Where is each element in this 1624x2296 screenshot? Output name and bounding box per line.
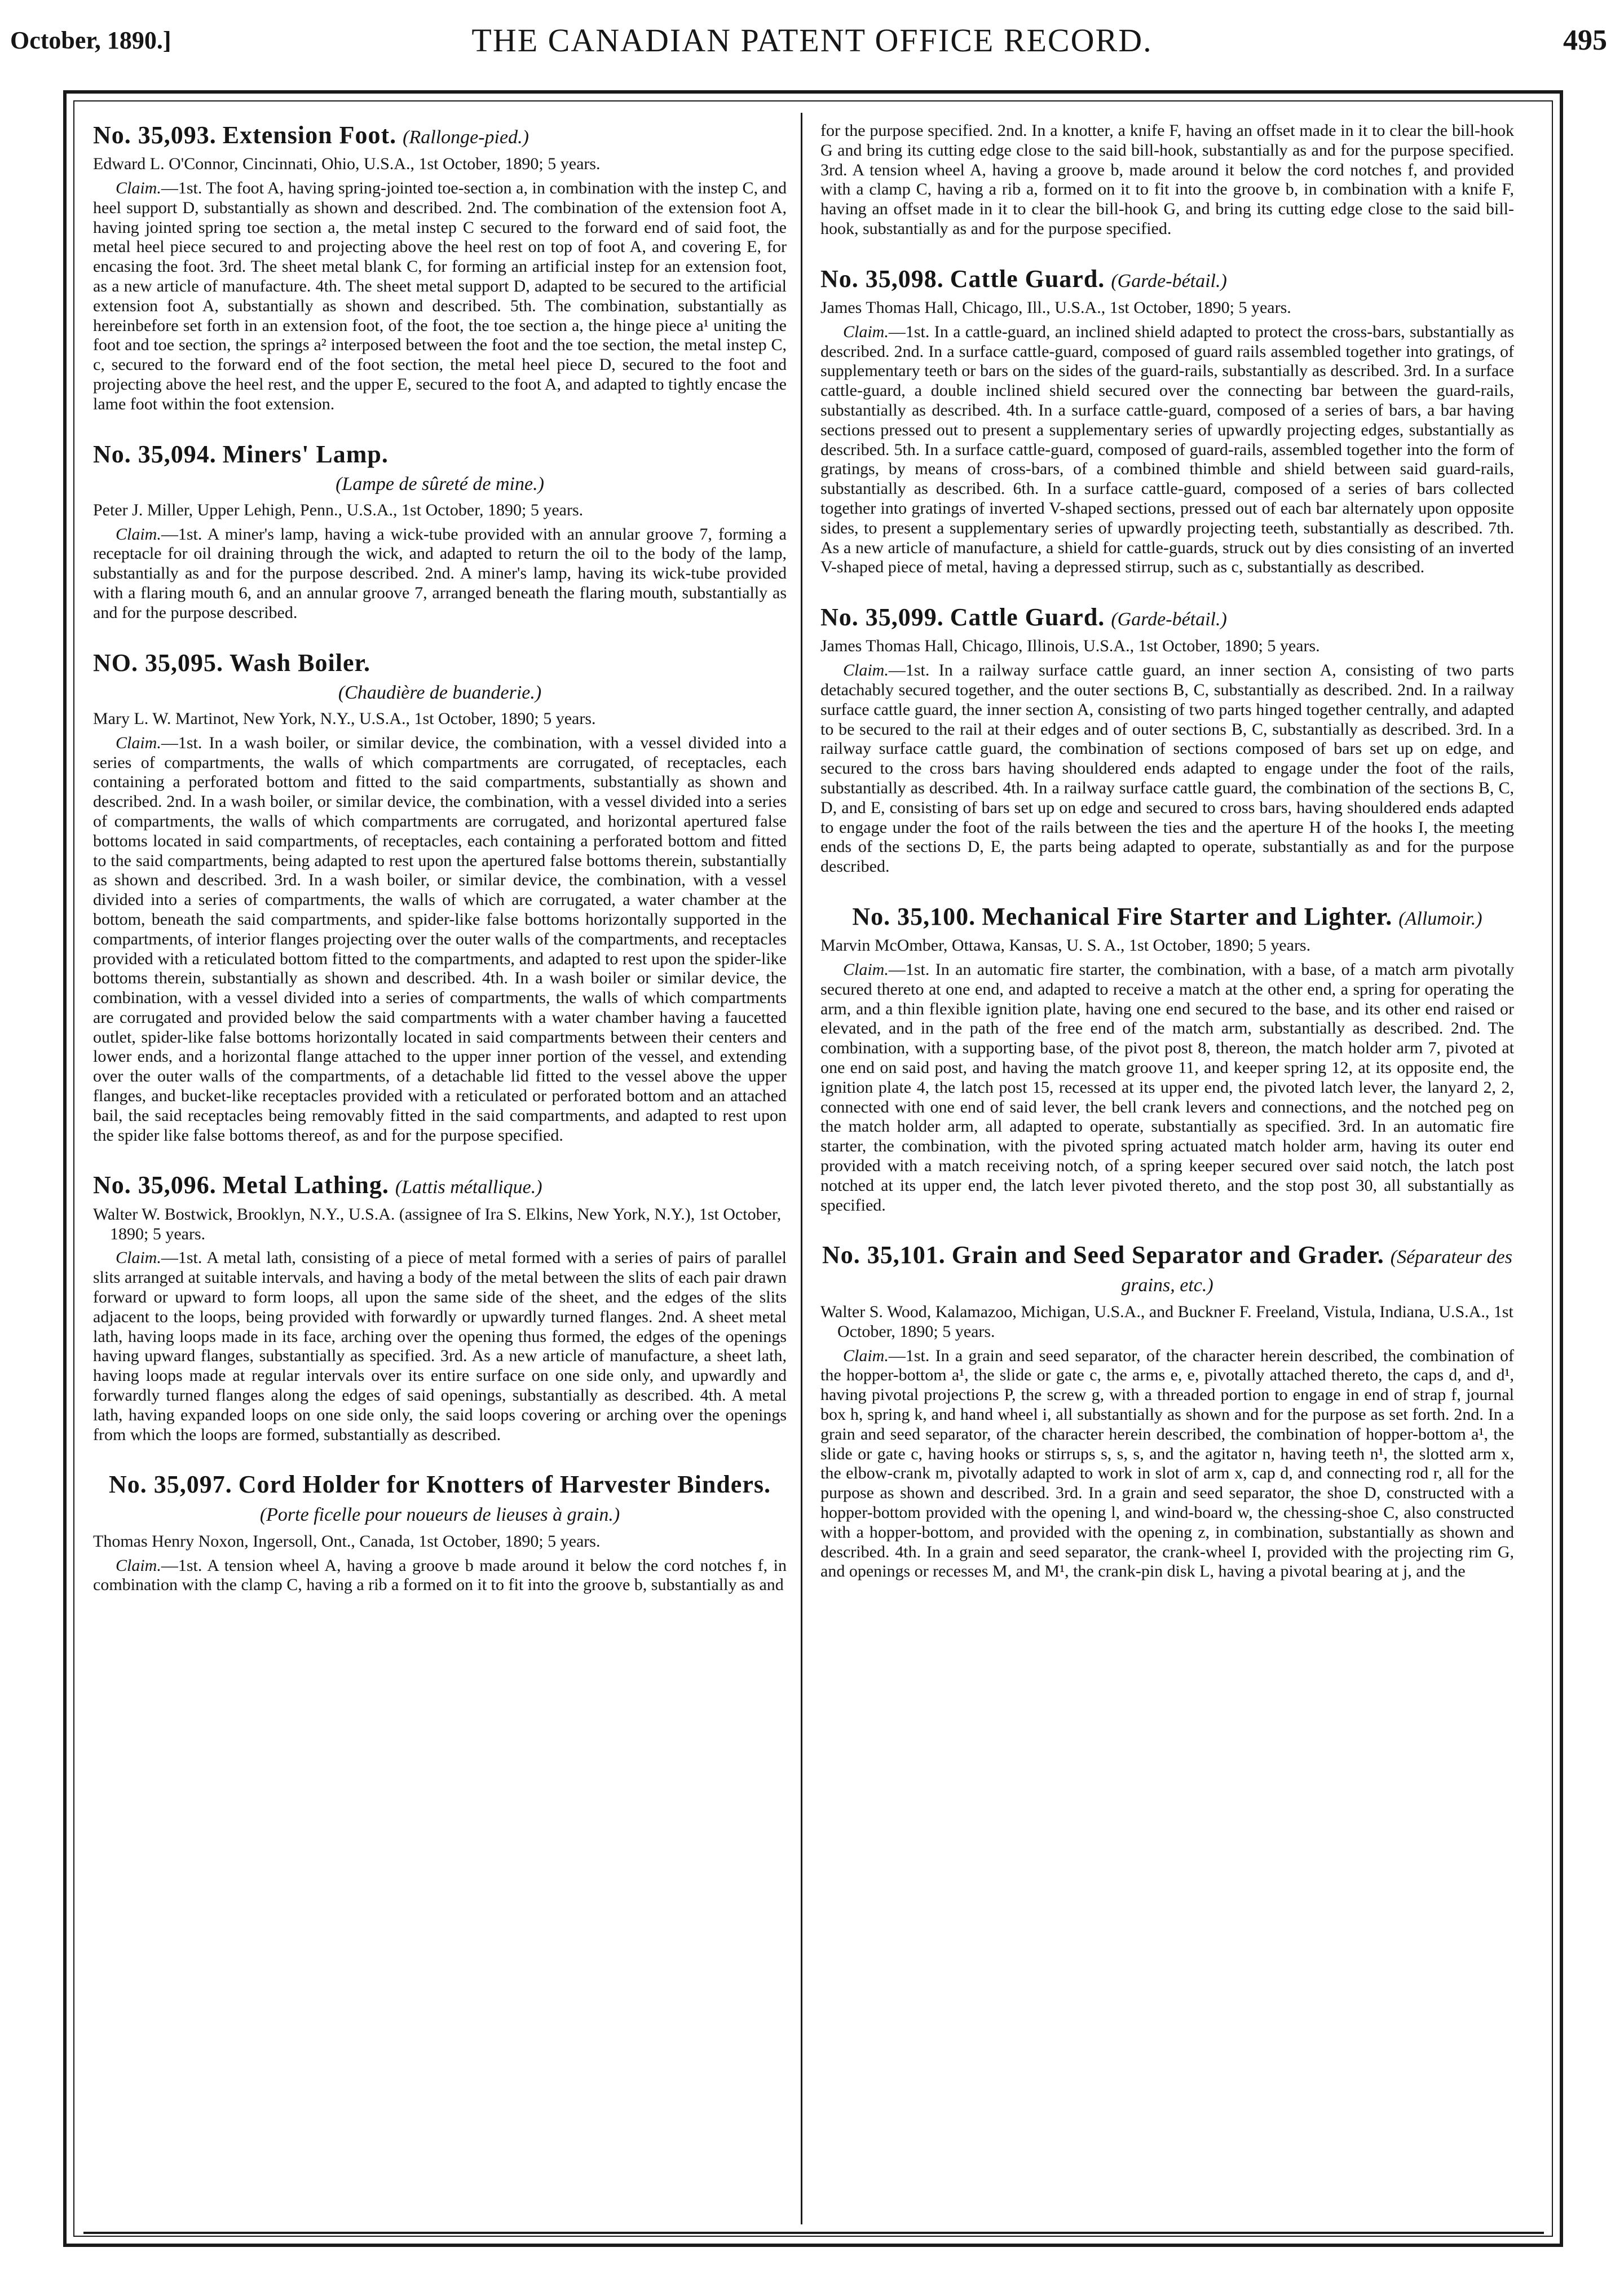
patent-french-title: (Chaudière de buanderie.) — [338, 682, 542, 703]
patent-number: No. 35,093. — [93, 121, 217, 149]
claim-label: Claim. — [843, 661, 889, 680]
patent-number: No. 35,097. — [109, 1471, 232, 1499]
patent-entry — [820, 603, 1514, 877]
patent-number: No. 35,099. — [820, 603, 944, 632]
patent-entry — [93, 649, 787, 1146]
claim-text: —1st. The foot A, having spring-jointed toe-section a, in combination with the instep C, and heel support D, substantially as shown and described. 2nd. The combination of the extension foot A, having jointed spring toe section a, the metal instep C secured to the forward end of said foot, the metal heel piece secured to and projecting above the heel rest on top of foot A, and covering E, for encasing the foot. 3rd. The sheet metal blank C, for forming an artificial instep for an extension foot, as a new article of manufacture. 4th. The sheet metal support D, adapted to be secured to the artificial extension foot A, substantially as shown and described. 5th. The combination, substantially as hereinbefore set forth in an extension foot, of the foot, the toe section a, the hinge piece a¹ uniting the foot and toe section, the springs a² interposed between the foot and the toe section, the metal instep C, c, secured to the forward end of the foot section, the metal heel piece D, secured to the foot and projecting above the heel rest, and the upper E, secured to the foot A, and adapted to tightly encase the lame foot within the foot extension. — [93, 179, 787, 413]
patent-heading — [820, 903, 1514, 930]
patent-entry — [93, 121, 787, 414]
claim-text: —1st. In a wash boiler, or similar device, the combination, with a vessel divided into a series of compartments, the walls of which compartments are corrugated, of receptacles, each containing a perforated bottom and fitted to the said compartments, substantially as shown and described. 2nd. In a wash boiler, or similar device, the combination, with a vessel divided into a series of compartments, the walls of which compartments are corrugated, and horizontal apertured false bottoms located in said compartments, of receptacles, each containing a perforated bottom and fitted to the said compartments, being adapted to rest upon the apertured false bottoms therein, substantially as shown and described. 3rd. In a wash boiler, or similar device, the combination, with a vessel divided into a series of compartments, the walls of which are corrugated, a water chamber at the bottom, beneath the said compartments, and spider-like false bottoms horizontally supported in the compartments, of interior flanges projecting over the outer walls of the compartments, and receptacles provided with a reticulated bottom fitted to the compartments, and adapted to rest upon the spider-like bottoms therein, substantially as shown and described. 4th. In a wash boiler or similar device, the combination, with a vessel divided into a series of compartments, the walls of which compartments are corrugated and provided below the said compartments with a water chamber having a faucetted outlet, spider-like false bottoms horizontally located in said compartments between their centers and lower ends, and a horizontal flange attached to the upper inner portion of the vessel, and extending over the outer walls of the compartments, of a detachable lid fitted to the vessel above the upper flanges, and bucket-like receptacles provided with a reticulated or perforated bottom and an attached bail, the said receptacles being removably fitted in the said compartments, and adapted to rest upon the spider like false bottoms thereof, as and for the purpose specified. — [93, 733, 787, 1145]
patent-entry — [820, 1241, 1514, 1582]
patent-number: No. 35,101. — [822, 1241, 946, 1269]
continued-claims: for the purpose specified. 2nd. In a knotter, a knife F, having an offset made in it to clear the bill-hook G and bring its cutting edge close to the said bill-hook, substantially as and for the purpose specified. 3rd. A tension wheel A, having a groove b, made around it below the cord notches f, and provided with a clamp C, having a rib a, formed on it to fit into the groove b, in combination with a knife F, having an offset made in it to clear the bill-hook G, and bring its cutting edge close to the said bill-hook, substantially as and for the purpose specified. — [820, 121, 1514, 238]
patent-heading — [93, 649, 787, 677]
right-column — [820, 121, 1514, 2230]
patent-heading — [820, 1241, 1514, 1297]
patent-french-title: (Porte ficelle pour noueurs de lieuses à grain.) — [259, 1504, 620, 1525]
patent-inventor: James Thomas Hall, Chicago, Ill., U.S.A., 1st October, 1890; 5 years. — [820, 298, 1291, 317]
patent-french-title: (Garde-bétail.) — [1111, 270, 1227, 292]
patent-title: Wash Boiler. — [230, 648, 370, 677]
patent-heading — [820, 265, 1514, 293]
page-number: 495 — [1563, 24, 1607, 56]
issue-date: October, 1890.] — [10, 27, 171, 54]
patent-inventor: James Thomas Hall, Chicago, Illinois, U.S.A., 1st October, 1890; 5 years. — [820, 637, 1320, 656]
claim-label: Claim. — [116, 733, 161, 752]
claim-label: Claim. — [116, 1248, 161, 1268]
patent-title: Metal Lathing. — [222, 1171, 389, 1199]
patent-title: Extension Foot. — [222, 121, 397, 149]
claim-label: Claim. — [843, 322, 889, 341]
claim-text: —1st. In a railway surface cattle guard, an inner section A, consisting of two parts detachably secured together, and the outer sections B, C, substantially as described. 2nd. In a railway surface cattle guard, the inner section A, consisting of two parts hinged together centrally, and adapted to be secured to the rail at their edges and of outer sections B, C, substantially as described. 3rd. In a railway surface cattle guard, the combination of sections composed of bars set up on edge, and secured to the cross bars having shouldered ends adapted to engage under the foot of the rails, substantially as described. 4th. In a railway surface cattle guard, the combination of the sections B, C, D, and E, consisting of bars set up on edge and secured to cross bars, having shouldered ends adapted to engage under the foot of the rails between the ties and the aperture H of the hooks I, the meeting ends of the sections D, E, the parts being adapted to operate, substantially as and for the purpose described. — [820, 661, 1514, 876]
patent-french-title: (Allumoir.) — [1398, 908, 1482, 930]
claim-text: —1st. A miner's lamp, having a wick-tube provided with an annular groove 7, forming a receptacle for oil draining through the wick, and adapted to return the oil to the body of the lamp, substantially as and for the purpose described. 2nd. A miner's lamp, having its wick-tube provided with a flaring mouth 6, and an annular groove 7, arranged beneath the flaring mouth, substantially as and for the purpose described. — [93, 524, 787, 622]
patent-title: Miners' Lamp. — [222, 440, 389, 468]
patent-entry — [93, 440, 787, 623]
patent-heading — [820, 603, 1514, 631]
patent-inventor: Walter W. Bostwick, Brooklyn, N.Y., U.S.A. (assignee of Ira S. Elkins, New York, N.Y.), 1st October, 1890; 5 years. — [93, 1204, 782, 1243]
patent-inventor: Marvin McOmber, Ottawa, Kansas, U. S. A., 1st October, 1890; 5 years. — [820, 936, 1311, 955]
claim-label: Claim. — [116, 524, 161, 544]
patent-french-title: (Séparateur des grains, etc.) — [1121, 1247, 1512, 1296]
patent-title: Cord Holder for Knotters of Harvester Binders. — [238, 1471, 771, 1499]
patent-title: Cattle Guard. — [950, 264, 1105, 293]
patent-entry — [93, 1171, 787, 1445]
patent-claims — [93, 179, 787, 414]
patent-claims — [820, 1346, 1514, 1582]
patent-heading — [93, 1171, 787, 1199]
patent-entry — [93, 1471, 787, 1595]
publication-title: THE CANADIAN PATENT OFFICE RECORD. — [471, 22, 1153, 59]
patent-inventor: Thomas Henry Noxon, Ingersoll, Ont., Canada, 1st October, 1890; 5 years. — [93, 1531, 601, 1551]
claim-text: —1st. A metal lath, consisting of a piece of metal formed with a series of pairs of parallel slits arranged at suitable intervals, and having a body of the metal between the slits of each pair drawn forward or upward to form loops, all upon the same side of the sheet, and the edges of the slits adjacent to the loops, being provided with forwardly or upwardly turned flanges. 2nd. A sheet metal lath, having loops made in its face, arching over the opening thus formed, the edges of the openings having upward flanges, substantially as specified. 3rd. As a new article of manufacture, a sheet lath, having loops made at regular intervals over its entire surface on one side only, and upwardly and forwardly turned flanges along the edges of said openings, substantially as described. 4th. A metal lath, having expanded loops on one side only, the said loops covering or arching over the openings from which the loops are formed, substantially as described. — [93, 1248, 787, 1444]
patent-inventor: Walter S. Wood, Kalamazoo, Michigan, U.S.A., and Buckner F. Freeland, Vistula, Indiana, U.S.A., 1st October, 1890; 5 years. — [820, 1302, 1513, 1341]
claim-label: Claim. — [116, 179, 161, 198]
patent-entry — [820, 265, 1514, 577]
patent-heading — [93, 121, 787, 149]
claim-text: —1st. In a grain and seed separator, of the character herein described, the combination of the hopper-bottom a¹, the slide or gate c, the arms e, e, pivotally attached thereto, the caps d, and d¹, having pivotal projections P, the screw g, with a threaded portion to engage in end of strap f, journal box h, spring k, and hand wheel i, all substantially as shown and for the purpose as set forth. 2nd. In a grain and seed separator, of the character herein described, the combination of hopper-bottom a¹, the slide or gate c, having hooks or stirrups s, s, s, and the agitator n, having teeth n¹, the slotted arm x, the elbow-crank m, pivotally adapted to work in slot of arm x, cap d, and connecting rod r, all for the purpose as shown and described. 3rd. In a grain and seed separator, the shoe D, constructed with a hopper-bottom provided with the opening l, and wind-board w, the chessing-shoe C, also constructed with a hopper-bottom, and provided with the opening z, in combination, substantially as shown and described. 4th. In a grain and seed separator, the crank-wheel I, provided with the projecting rim G, and openings or recesses M, and M¹, the crank-pin disk L, having a pivotal bearing at j, and the — [820, 1346, 1514, 1581]
claim-label: Claim. — [843, 960, 889, 979]
patent-claims — [93, 525, 787, 623]
patent-inventor: Peter J. Miller, Upper Lehigh, Penn., U.S.A., 1st October, 1890; 5 years. — [93, 500, 584, 519]
bottom-rule — [83, 2232, 1544, 2234]
claim-label: Claim. — [116, 1556, 161, 1575]
patent-french-title: (Rallonge-pied.) — [403, 127, 529, 148]
claim-text: —1st. A tension wheel A, having a groove b made around it below the cord notches f, in combination with the clamp C, having a rib a formed on it to fit into the groove b, substantially as and — [93, 1556, 787, 1595]
patent-inventor: Mary L. W. Martinot, New York, N.Y., U.S.A., 1st October, 1890; 5 years. — [93, 709, 596, 728]
patent-heading — [93, 1471, 787, 1526]
patent-claims — [820, 960, 1514, 1215]
patent-title: Cattle Guard. — [950, 603, 1105, 632]
claim-text: —1st. In an automatic fire starter, the combination, with a base, of a match arm pivotally secured thereto at one end, and adapted to receive a match at the other end, a spring for operating the arm, and a thin flexible ignition plate, having one end secured to the base, and its other end raised or elevated, and in the path of the free end of the match arm, substantially as described. 2nd. The combination, with a supporting base, of the pivot post 8, thereon, the match holder arm 7, pivoted at one end on said post, and having the match groove 11, and keeper spring 12, at its opposite end, the ignition plate 4, the latch post 15, recessed at its upper end, the pivoted latch lever, the lanyard 2, 2, connected with one end of said lever, the bell crank levers and connections, and the notched peg on the match holder arm, all adapted to operate, substantially as specified. 3rd. In an automatic fire starter, the combination, with the pivoted spring actuated match holder arm, having its outer end provided with a match receiving notch, of a spring keeper secured over said notch, the latch post notched at its upper end, the latch lever pivoted thereto, and the stop post 30, all substantially as specified. — [820, 960, 1514, 1215]
claim-text: —1st. In a cattle-guard, an inclined shield adapted to protect the cross-bars, substantially as described. 2nd. In a surface cattle-guard, composed of guard rails assembled together into gratings, of supplementary teeth or bars on the sides of the guard-rails, substantially as described. 3rd. In a surface cattle-guard, a double inclined shield secured over the connecting bar between the guard-rails, substantially as described. 4th. In a surface cattle-guard, composed of a series of bars, a bar having sections pressed out to present a supplementary series of upwardly projecting edges, substantially as described. 5th. In a surface cattle-guard, composed of guard-rails, assembled together into the form of gratings, by means of cross-bars, of a combined thimble and shield between said guard-rails, substantially as described. 6th. In a surface cattle-guard, composed of a series of bars collected together into gratings of inverted V-shaped sections, pressed out of each bar alternately upon opposite sides, to present a supplementary series of upwardly projecting teeth, substantially as described. 7th. As a new article of manufacture, a shield for cattle-guards, struck out by dies consisting of an inverted V-shaped piece of metal, having a depressed stirrup, such as c, substantially as described. — [820, 322, 1514, 577]
patent-number: No. 35,094. — [93, 440, 217, 468]
patent-number: No. 35,100. — [852, 903, 976, 931]
patent-heading — [93, 440, 787, 468]
patent-number: No. 35,096. — [93, 1171, 217, 1199]
patent-claims — [93, 1248, 787, 1445]
claim-label: Claim. — [843, 1346, 889, 1365]
patent-inventor: Edward L. O'Connor, Cincinnati, Ohio, U.S.A., 1st October, 1890; 5 years. — [93, 154, 601, 174]
column-divider — [801, 113, 802, 2224]
patent-claims — [820, 323, 1514, 577]
patent-title: Mechanical Fire Starter and Lighter. — [982, 903, 1393, 931]
patent-claims — [820, 661, 1514, 877]
patent-number: No. 35,098. — [820, 264, 944, 293]
patent-title: Grain and Seed Separator and Grader. — [951, 1241, 1384, 1269]
patent-claims — [93, 1556, 787, 1596]
patent-number: NO. 35,095. — [93, 648, 223, 677]
patent-french-title: (Lattis métallique.) — [395, 1177, 542, 1198]
patent-french-title: (Lampe de sûreté de mine.) — [336, 473, 544, 494]
patent-french-title: (Garde-bétail.) — [1111, 609, 1227, 630]
patent-claims — [93, 734, 787, 1146]
patent-entry — [820, 903, 1514, 1215]
left-column — [93, 121, 787, 2230]
running-header — [0, 0, 1624, 62]
